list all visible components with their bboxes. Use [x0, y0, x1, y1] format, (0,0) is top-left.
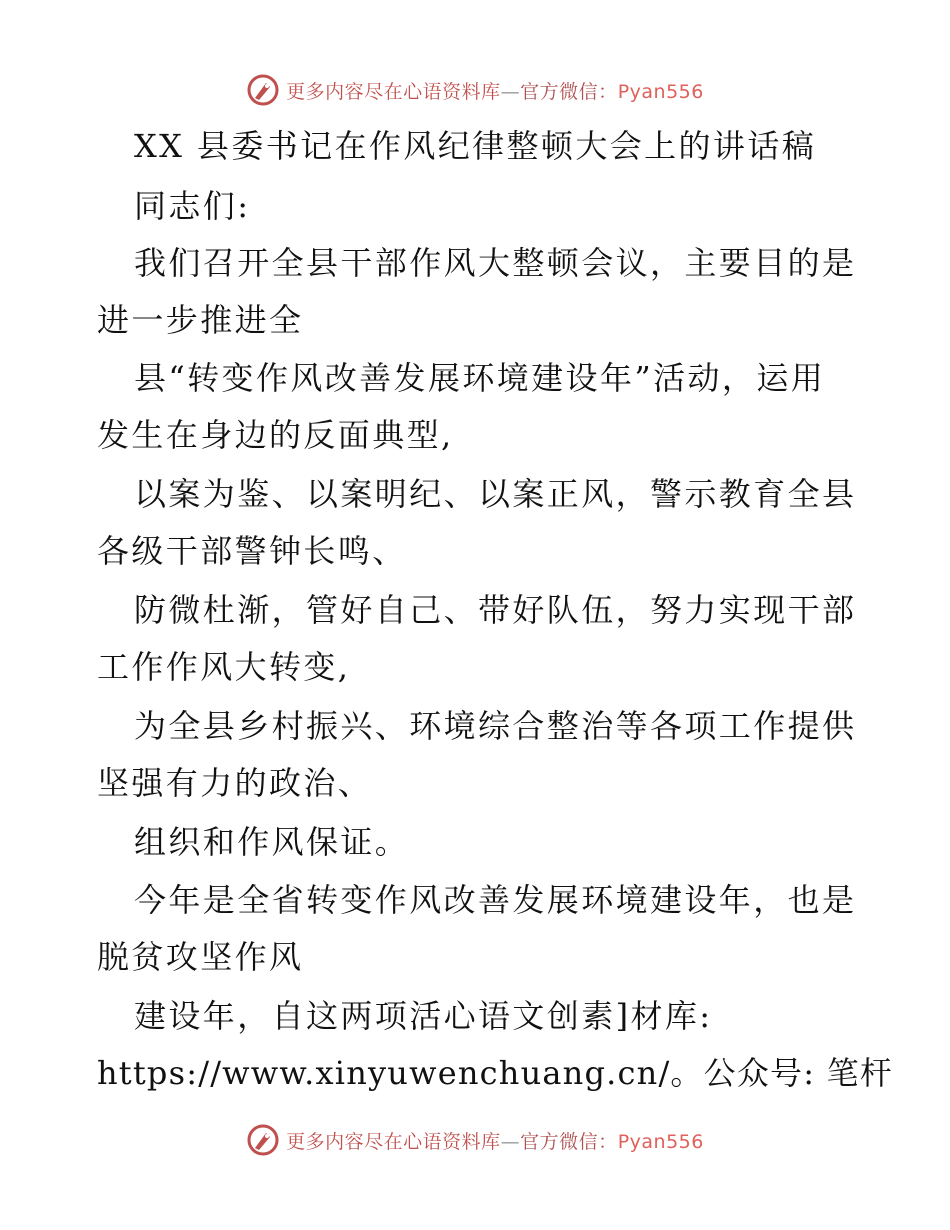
- text-line: 进一步推进全: [97, 301, 304, 339]
- document-title: XX 县委书记在作风纪律整顿大会上的讲话稿: [134, 127, 817, 165]
- text-line: 组织和作风保证。: [134, 823, 410, 861]
- pen-nib-icon: [246, 1123, 280, 1157]
- text-line: 为全县乡村振兴、环境综合整治等各项工作提供: [134, 707, 857, 745]
- text-line: 坚强有力的政治、: [97, 764, 373, 802]
- footer-banner: [0, 1120, 950, 1160]
- text-line: 建设年，自这两项活心语文创素]材库:: [134, 997, 713, 1035]
- text-line: 今年是全省转变作风改善发展环境建设年，也是: [134, 881, 857, 919]
- text-line: 县“转变作风改善发展环境建设年”活动，运用: [134, 359, 826, 397]
- text-line: 工作作风大转变,: [97, 648, 351, 686]
- text-line: 各级干部警钟长鸣、: [97, 532, 407, 570]
- text-line: 脱贫攻坚作风: [97, 938, 304, 976]
- salutation: 同志们:: [134, 187, 251, 225]
- text-line: 我们召开全县干部作风大整顿会议，主要目的是: [134, 244, 857, 282]
- text-line: 发生在身边的反面典型,: [97, 416, 454, 454]
- text-line-url: https://www.xinyuwenchuang.cn/。公众号: 笔杆: [97, 1054, 893, 1092]
- text-line: 防微杜渐，管好自己、带好队伍，努力实现干部: [134, 591, 857, 629]
- banner-text: 更多内容尽在心语资料库—官方微信：Pyan556: [286, 80, 704, 103]
- text-line: 以案为鉴、以案明纪、以案正风，警示教育全县: [134, 475, 857, 513]
- banner-text: 更多内容尽在心语资料库—官方微信：Pyan556: [286, 1130, 704, 1153]
